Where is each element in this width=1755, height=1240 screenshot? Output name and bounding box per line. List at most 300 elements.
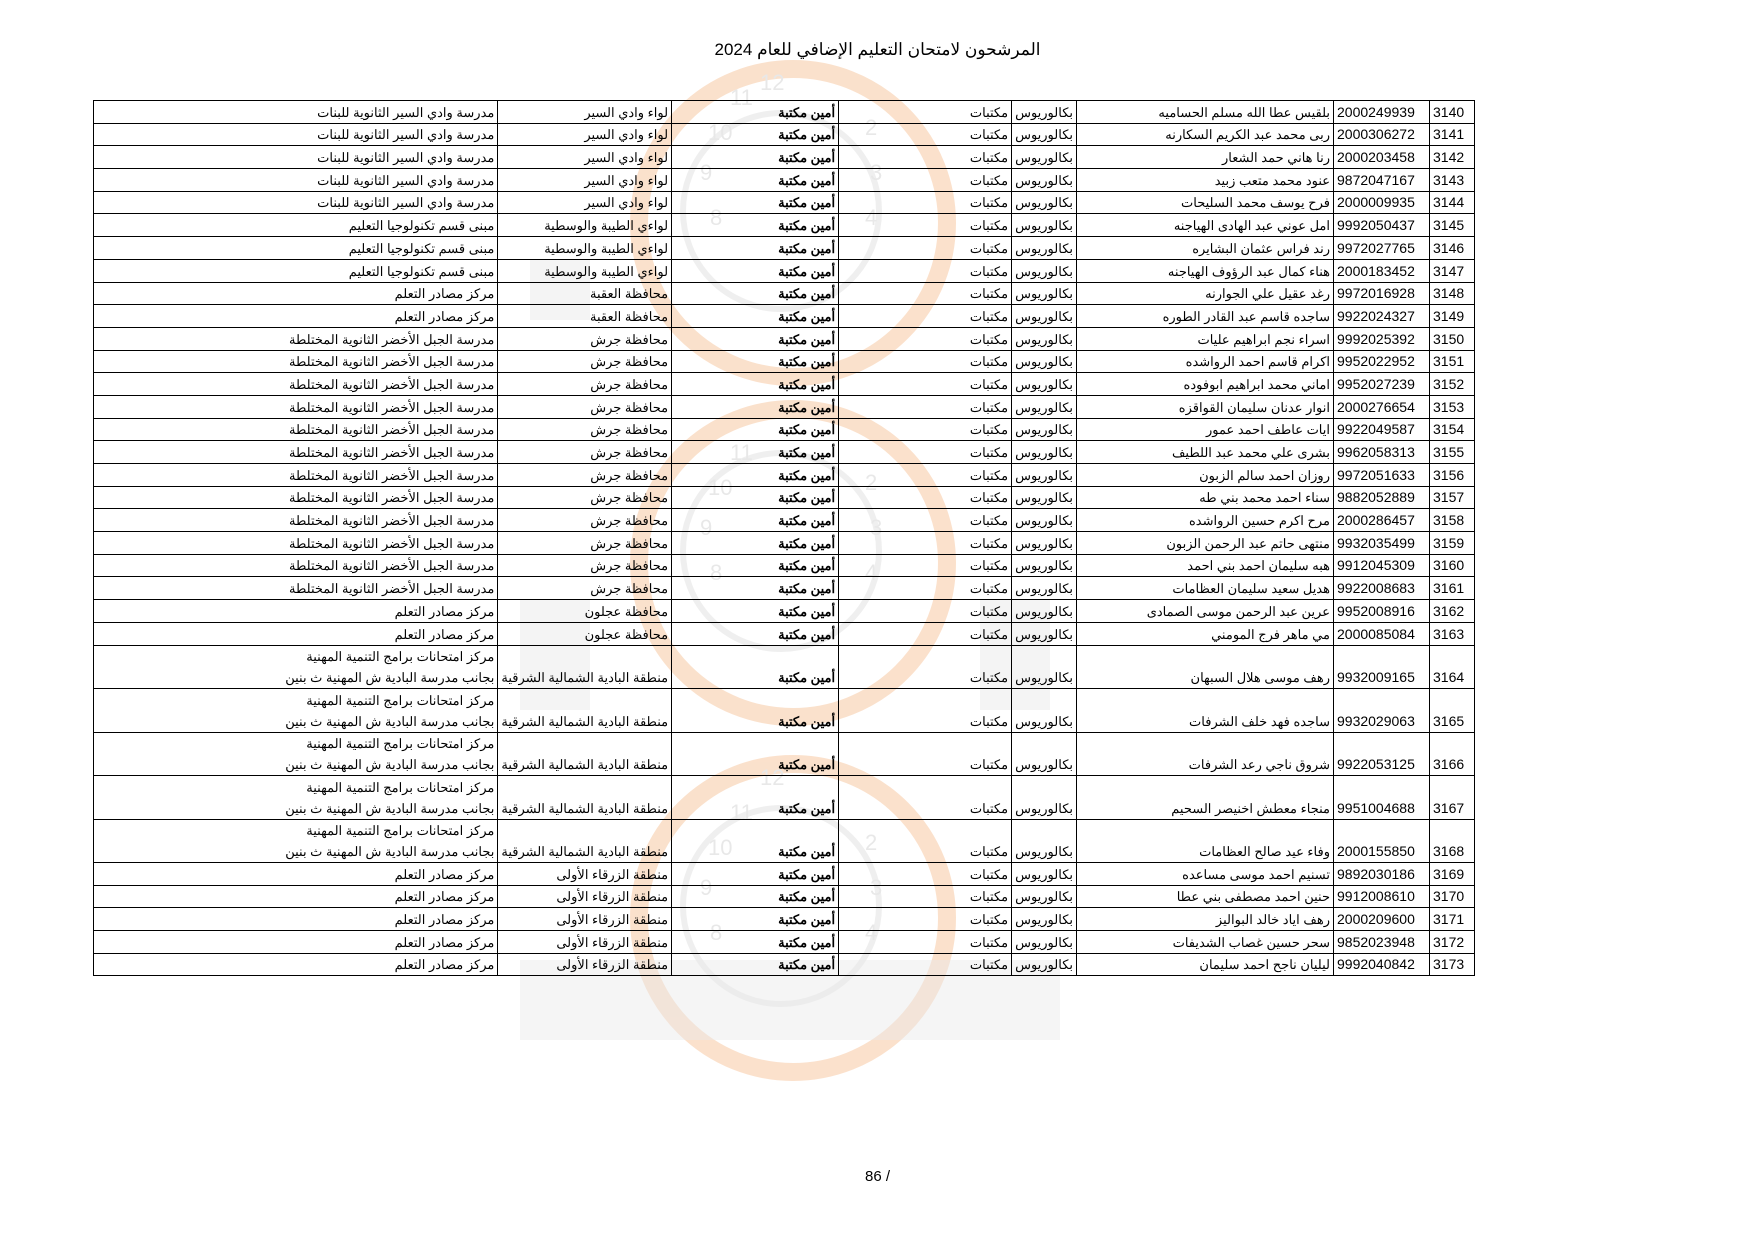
exam-center-cell: [94, 689, 498, 733]
region-cell: لواءي الطيبة والوسطية: [498, 259, 672, 282]
table-row: [94, 373, 1475, 396]
exam-center-line: مدرسة الجبل الأخضر الثانوية المختلطة: [289, 581, 495, 597]
table-row: [94, 600, 1475, 623]
region-cell: لواء وادي السير: [498, 146, 672, 169]
specialization-cell: مكتبات: [839, 373, 1012, 396]
degree-cell: بكالوريوس: [1012, 282, 1077, 305]
candidates-table: [93, 100, 1475, 976]
region-cell: محافظة جرش: [498, 554, 672, 577]
document-title: المرشحون لامتحان التعليم الإضافي للعام 2024: [714, 40, 1041, 59]
table-row: [94, 191, 1475, 214]
national-id-cell: 9992040842: [1334, 953, 1430, 976]
exam-center-line: مبنى قسم تكنولوجيا التعليم: [348, 263, 495, 279]
specialization-cell: مكتبات: [839, 577, 1012, 600]
exam-center-line: مركز مصادر التعلم: [394, 889, 495, 905]
exam-center-line: بجانب مدرسة البادية ش المهنية ث بنين: [285, 800, 495, 816]
national-id-cell: 9962058313: [1334, 441, 1430, 464]
name-cell: سناء احمد محمد بني طه: [1077, 486, 1334, 509]
name-cell: ليليان ناجح احمد سليمان: [1077, 953, 1334, 976]
table-row: [94, 441, 1475, 464]
national-id-cell: 9922053125: [1334, 732, 1430, 776]
exam-center-line: مركز مصادر التعلم: [394, 866, 495, 882]
exam-center-line: مدرسة الجبل الأخضر الثانوية المختلطة: [289, 376, 495, 392]
exam-center-line: مدرسة الجبل الأخضر الثانوية المختلطة: [289, 422, 495, 438]
national-id-cell: 9872047167: [1334, 169, 1430, 192]
region-cell: لواءي الطيبة والوسطية: [498, 237, 672, 260]
exam-center-line: بجانب مدرسة البادية ش المهنية ث بنين: [285, 844, 495, 859]
specialization-cell: مكتبات: [839, 885, 1012, 908]
job-title-cell: أمين مكتبة: [672, 577, 839, 600]
seq-cell: 3159: [1430, 532, 1475, 555]
name-cell: رهف اياد خالد البواليز: [1077, 908, 1334, 931]
specialization-cell: مكتبات: [839, 645, 1012, 689]
national-id-cell: 9951004688: [1334, 776, 1430, 820]
national-id-cell: 9932035499: [1334, 532, 1430, 555]
national-id-cell: 2000183452: [1334, 259, 1430, 282]
region-cell: محافظة جرش: [498, 532, 672, 555]
name-cell: رهف موسى هلال السبهان: [1077, 645, 1334, 689]
name-cell: عنود محمد متعب زبيد: [1077, 169, 1334, 192]
exam-center-cell: [94, 885, 498, 908]
table-row: [94, 863, 1475, 886]
table-row: [94, 464, 1475, 487]
degree-cell: بكالوريوس: [1012, 908, 1077, 931]
exam-center-cell: [94, 908, 498, 931]
national-id-cell: 9912008610: [1334, 885, 1430, 908]
seq-cell: 3152: [1430, 373, 1475, 396]
name-cell: اسراء نجم ابراهيم عليات: [1077, 327, 1334, 350]
page-number: 86 /: [864, 1168, 891, 1185]
name-cell: ساجده قاسم عبد القادر الطوره: [1077, 305, 1334, 328]
region-cell: محافظة جرش: [498, 373, 672, 396]
specialization-cell: مكتبات: [839, 327, 1012, 350]
national-id-cell: 2000306272: [1334, 123, 1430, 146]
table-row: [94, 259, 1475, 282]
seq-cell: 3162: [1430, 600, 1475, 623]
degree-cell: بكالوريوس: [1012, 486, 1077, 509]
name-cell: هبه سليمان احمد بني احمد: [1077, 554, 1334, 577]
national-id-cell: 9972016928: [1334, 282, 1430, 305]
name-cell: سحر حسين غصاب الشديفات: [1077, 931, 1334, 954]
job-title-cell: أمين مكتبة: [672, 418, 839, 441]
seq-cell: 3168: [1430, 819, 1475, 863]
exam-center-cell: [94, 395, 498, 418]
specialization-cell: مكتبات: [839, 464, 1012, 487]
job-title-cell: أمين مكتبة: [672, 282, 839, 305]
national-id-cell: 9972027765: [1334, 237, 1430, 260]
exam-center-cell: [94, 931, 498, 954]
seq-cell: 3166: [1430, 732, 1475, 776]
table-row: [94, 554, 1475, 577]
region-cell: منطقة الزرقاء الأولى: [498, 931, 672, 954]
seq-cell: 3157: [1430, 486, 1475, 509]
seq-cell: 3172: [1430, 931, 1475, 954]
specialization-cell: مكتبات: [839, 441, 1012, 464]
table-row: [94, 908, 1475, 931]
region-cell: لواء وادي السير: [498, 101, 672, 124]
exam-center-cell: [94, 863, 498, 886]
exam-center-cell: [94, 214, 498, 237]
degree-cell: بكالوريوس: [1012, 554, 1077, 577]
exam-center-cell: [94, 305, 498, 328]
seq-cell: 3141: [1430, 123, 1475, 146]
name-cell: ربى محمد عبد الكريم السكارنه: [1077, 123, 1334, 146]
exam-center-cell: [94, 237, 498, 260]
specialization-cell: مكتبات: [839, 931, 1012, 954]
name-cell: اماني محمد ابراهيم ابوفوده: [1077, 373, 1334, 396]
national-id-cell: 9852023948: [1334, 931, 1430, 954]
table-row: [94, 327, 1475, 350]
seq-cell: 3147: [1430, 259, 1475, 282]
name-cell: تسنيم احمد موسى مساعده: [1077, 863, 1334, 886]
region-cell: لواء وادي السير: [498, 191, 672, 214]
region-cell: محافظة جرش: [498, 418, 672, 441]
seq-cell: 3158: [1430, 509, 1475, 532]
region-cell: منطقة البادية الشمالية الشرقية: [498, 776, 672, 820]
specialization-cell: مكتبات: [839, 908, 1012, 931]
specialization-cell: مكتبات: [839, 554, 1012, 577]
national-id-cell: 9952022952: [1334, 350, 1430, 373]
job-title-cell: أمين مكتبة: [672, 953, 839, 976]
exam-center-line: مركز مصادر التعلم: [394, 912, 495, 928]
seq-cell: 3173: [1430, 953, 1475, 976]
exam-center-cell: [94, 169, 498, 192]
name-cell: عرين عبد الرحمن موسى الصمادى: [1077, 600, 1334, 623]
table-row: [94, 931, 1475, 954]
degree-cell: بكالوريوس: [1012, 689, 1077, 733]
watermark-clock-top: 12 11 10 9 8 2 3 4: [520, 60, 1090, 360]
name-cell: شروق ناجي رعد الشرفات: [1077, 732, 1334, 776]
exam-center-cell: [94, 732, 498, 776]
name-cell: اكرام قاسم احمد الرواشده: [1077, 350, 1334, 373]
name-cell: مرح اكرم حسين الرواشده: [1077, 509, 1334, 532]
name-cell: رنا هاني حمد الشعار: [1077, 146, 1334, 169]
exam-center-cell: [94, 486, 498, 509]
name-cell: منجاء معطش اخنيصر السحيم: [1077, 776, 1334, 820]
specialization-cell: مكتبات: [839, 214, 1012, 237]
degree-cell: بكالوريوس: [1012, 214, 1077, 237]
exam-center-line: مركز مصادر التعلم: [394, 934, 495, 950]
degree-cell: بكالوريوس: [1012, 169, 1077, 192]
specialization-cell: مكتبات: [839, 282, 1012, 305]
seq-cell: 3149: [1430, 305, 1475, 328]
name-cell: وفاء عيد صالح العظامات: [1077, 819, 1334, 863]
exam-center-line: مدرسة وادي السير الثانوية للبنات: [317, 104, 495, 120]
national-id-cell: 2000203458: [1334, 146, 1430, 169]
degree-cell: بكالوريوس: [1012, 732, 1077, 776]
job-title-cell: أمين مكتبة: [672, 464, 839, 487]
exam-center-cell: [94, 622, 498, 645]
exam-center-line: مدرسة الجبل الأخضر الثانوية المختلطة: [289, 490, 495, 506]
name-cell: بلقيس عطا الله مسلم الحساميه: [1077, 101, 1334, 124]
name-cell: امل عوني عبد الهادى الهياجنه: [1077, 214, 1334, 237]
exam-center-line: مركز مصادر التعلم: [394, 603, 495, 619]
exam-center-cell: [94, 373, 498, 396]
region-cell: محافظة جرش: [498, 577, 672, 600]
seq-cell: 3153: [1430, 395, 1475, 418]
national-id-cell: 9952027239: [1334, 373, 1430, 396]
exam-center-line: مركز مصادر التعلم: [394, 957, 495, 973]
exam-center-line: مركز امتحانات برامج التنمية المهنية: [306, 779, 495, 795]
region-cell: محافظة جرش: [498, 350, 672, 373]
degree-cell: بكالوريوس: [1012, 885, 1077, 908]
exam-center-line: مدرسة الجبل الأخضر الثانوية المختلطة: [289, 513, 495, 529]
exam-center-line: مدرسة الجبل الأخضر الثانوية المختلطة: [289, 399, 495, 415]
exam-center-line: مبنى قسم تكنولوجيا التعليم: [348, 240, 495, 256]
job-title-cell: أمين مكتبة: [672, 819, 839, 863]
exam-center-cell: [94, 327, 498, 350]
degree-cell: بكالوريوس: [1012, 418, 1077, 441]
specialization-cell: مكتبات: [839, 259, 1012, 282]
job-title-cell: أمين مكتبة: [672, 532, 839, 555]
specialization-cell: مكتبات: [839, 146, 1012, 169]
exam-center-line: مدرسة الجبل الأخضر الثانوية المختلطة: [289, 535, 495, 551]
table-row: [94, 146, 1475, 169]
exam-center-cell: [94, 350, 498, 373]
specialization-cell: مكتبات: [839, 101, 1012, 124]
exam-center-cell: [94, 123, 498, 146]
region-cell: محافظة جرش: [498, 509, 672, 532]
exam-center-line: مركز امتحانات برامج التنمية المهنية: [306, 692, 495, 708]
exam-center-cell: [94, 259, 498, 282]
region-cell: منطقة الزرقاء الأولى: [498, 908, 672, 931]
specialization-cell: مكتبات: [839, 169, 1012, 192]
seq-cell: 3148: [1430, 282, 1475, 305]
name-cell: بشرى علي محمد عبد اللطيف: [1077, 441, 1334, 464]
region-cell: محافظة عجلون: [498, 622, 672, 645]
national-id-cell: 2000009935: [1334, 191, 1430, 214]
exam-center-line: مركز امتحانات برامج التنمية المهنية: [306, 823, 495, 838]
name-cell: هناء كمال عبد الرؤوف الهياجنه: [1077, 259, 1334, 282]
region-cell: محافظة العقبة: [498, 282, 672, 305]
seq-cell: 3161: [1430, 577, 1475, 600]
exam-center-cell: [94, 282, 498, 305]
seq-cell: 3142: [1430, 146, 1475, 169]
degree-cell: بكالوريوس: [1012, 259, 1077, 282]
seq-cell: 3164: [1430, 645, 1475, 689]
seq-cell: 3151: [1430, 350, 1475, 373]
degree-cell: بكالوريوس: [1012, 350, 1077, 373]
table-row: [94, 885, 1475, 908]
region-cell: لواء وادي السير: [498, 123, 672, 146]
job-title-cell: أمين مكتبة: [672, 305, 839, 328]
job-title-cell: أمين مكتبة: [672, 600, 839, 623]
degree-cell: بكالوريوس: [1012, 622, 1077, 645]
table-row: [94, 101, 1475, 124]
region-cell: منطقة الزرقاء الأولى: [498, 863, 672, 886]
degree-cell: بكالوريوس: [1012, 395, 1077, 418]
seq-cell: 3155: [1430, 441, 1475, 464]
job-title-cell: أمين مكتبة: [672, 327, 839, 350]
degree-cell: بكالوريوس: [1012, 191, 1077, 214]
degree-cell: بكالوريوس: [1012, 863, 1077, 886]
national-id-cell: 9932009165: [1334, 645, 1430, 689]
specialization-cell: مكتبات: [839, 191, 1012, 214]
national-id-cell: 2000249939: [1334, 101, 1430, 124]
region-cell: منطقة البادية الشمالية الشرقية: [498, 819, 672, 863]
national-id-cell: 9932029063: [1334, 689, 1430, 733]
specialization-cell: مكتبات: [839, 418, 1012, 441]
job-title-cell: أمين مكتبة: [672, 441, 839, 464]
table-row: [94, 305, 1475, 328]
region-cell: منطقة الزرقاء الأولى: [498, 953, 672, 976]
exam-center-line: مركز مصادر التعلم: [394, 308, 495, 324]
degree-cell: بكالوريوس: [1012, 776, 1077, 820]
exam-center-cell: [94, 532, 498, 555]
specialization-cell: مكتبات: [839, 509, 1012, 532]
job-title-cell: أمين مكتبة: [672, 146, 839, 169]
degree-cell: بكالوريوس: [1012, 819, 1077, 863]
exam-center-line: بجانب مدرسة البادية ش المهنية ث بنين: [285, 757, 495, 772]
exam-center-line: مدرسة وادي السير الثانوية للبنات: [317, 172, 495, 188]
exam-center-line: مدرسة الجبل الأخضر الثانوية المختلطة: [289, 445, 495, 460]
exam-center-cell: [94, 509, 498, 532]
table-row: [94, 395, 1475, 418]
seq-cell: 3150: [1430, 327, 1475, 350]
degree-cell: بكالوريوس: [1012, 577, 1077, 600]
specialization-cell: مكتبات: [839, 819, 1012, 863]
name-cell: رند فراس عثمان البشايره: [1077, 237, 1334, 260]
job-title-cell: أمين مكتبة: [672, 395, 839, 418]
table-row: [94, 689, 1475, 733]
exam-center-cell: [94, 554, 498, 577]
degree-cell: بكالوريوس: [1012, 509, 1077, 532]
table-row: [94, 509, 1475, 532]
job-title-cell: أمين مكتبة: [672, 191, 839, 214]
degree-cell: بكالوريوس: [1012, 441, 1077, 464]
national-id-cell: 9922008683: [1334, 577, 1430, 600]
table-row: [94, 776, 1475, 820]
degree-cell: بكالوريوس: [1012, 464, 1077, 487]
degree-cell: بكالوريوس: [1012, 146, 1077, 169]
job-title-cell: أمين مكتبة: [672, 645, 839, 689]
specialization-cell: مكتبات: [839, 863, 1012, 886]
job-title-cell: أمين مكتبة: [672, 863, 839, 886]
exam-center-line: مدرسة الجبل الأخضر الثانوية المختلطة: [289, 467, 495, 483]
specialization-cell: مكتبات: [839, 953, 1012, 976]
national-id-cell: 9922049587: [1334, 418, 1430, 441]
degree-cell: بكالوريوس: [1012, 123, 1077, 146]
table-row: [94, 645, 1475, 689]
specialization-cell: مكتبات: [839, 732, 1012, 776]
national-id-cell: 9952008916: [1334, 600, 1430, 623]
exam-center-cell: [94, 146, 498, 169]
seq-cell: 3163: [1430, 622, 1475, 645]
seq-cell: 3146: [1430, 237, 1475, 260]
seq-cell: 3143: [1430, 169, 1475, 192]
job-title-cell: أمين مكتبة: [672, 214, 839, 237]
seq-cell: 3144: [1430, 191, 1475, 214]
region-cell: محافظة جرش: [498, 327, 672, 350]
job-title-cell: أمين مكتبة: [672, 123, 839, 146]
degree-cell: بكالوريوس: [1012, 953, 1077, 976]
exam-center-line: مدرسة الجبل الأخضر الثانوية المختلطة: [289, 354, 495, 370]
specialization-cell: مكتبات: [839, 305, 1012, 328]
job-title-cell: أمين مكتبة: [672, 885, 839, 908]
table-row: [94, 577, 1475, 600]
exam-center-line: مدرسة وادي السير الثانوية للبنات: [317, 150, 495, 166]
degree-cell: بكالوريوس: [1012, 327, 1077, 350]
job-title-cell: أمين مكتبة: [672, 169, 839, 192]
job-title-cell: أمين مكتبة: [672, 101, 839, 124]
exam-center-line: مركز مصادر التعلم: [394, 286, 495, 302]
specialization-cell: مكتبات: [839, 776, 1012, 820]
region-cell: محافظة العقبة: [498, 305, 672, 328]
degree-cell: بكالوريوس: [1012, 931, 1077, 954]
job-title-cell: أمين مكتبة: [672, 259, 839, 282]
exam-center-line: بجانب مدرسة البادية ش المهنية ث بنين: [285, 713, 495, 729]
degree-cell: بكالوريوس: [1012, 645, 1077, 689]
seq-cell: 3170: [1430, 885, 1475, 908]
national-id-cell: 9892030186: [1334, 863, 1430, 886]
national-id-cell: 9992025392: [1334, 327, 1430, 350]
specialization-cell: مكتبات: [839, 123, 1012, 146]
table-row: [94, 953, 1475, 976]
table-row: [94, 819, 1475, 863]
national-id-cell: 2000209600: [1334, 908, 1430, 931]
exam-center-cell: [94, 645, 498, 689]
job-title-cell: أمين مكتبة: [672, 554, 839, 577]
specialization-cell: مكتبات: [839, 689, 1012, 733]
table-row: [94, 350, 1475, 373]
seq-cell: 3171: [1430, 908, 1475, 931]
exam-center-cell: [94, 441, 498, 464]
degree-cell: بكالوريوس: [1012, 101, 1077, 124]
seq-cell: 3145: [1430, 214, 1475, 237]
exam-center-line: مركز امتحانات برامج التنمية المهنية: [306, 736, 495, 751]
table-row: [94, 123, 1475, 146]
name-cell: ساجده فهد خلف الشرفات: [1077, 689, 1334, 733]
region-cell: منطقة البادية الشمالية الشرقية: [498, 689, 672, 733]
degree-cell: بكالوريوس: [1012, 373, 1077, 396]
national-id-cell: 2000155850: [1334, 819, 1430, 863]
specialization-cell: مكتبات: [839, 395, 1012, 418]
table-row: [94, 532, 1475, 555]
watermark-clock-middle: 11 10 9 8 2 3 4: [520, 400, 1090, 700]
exam-center-cell: [94, 577, 498, 600]
region-cell: محافظة جرش: [498, 464, 672, 487]
specialization-cell: مكتبات: [839, 237, 1012, 260]
region-cell: لواءي الطيبة والوسطية: [498, 214, 672, 237]
seq-cell: 3169: [1430, 863, 1475, 886]
exam-center-cell: [94, 819, 498, 863]
exam-center-line: بجانب مدرسة البادية ش المهنية ث بنين: [285, 670, 495, 685]
national-id-cell: 2000276654: [1334, 395, 1430, 418]
job-title-cell: أمين مكتبة: [672, 509, 839, 532]
seq-cell: 3156: [1430, 464, 1475, 487]
exam-center-line: مبنى قسم تكنولوجيا التعليم: [348, 218, 495, 234]
table-row: [94, 486, 1475, 509]
specialization-cell: مكتبات: [839, 350, 1012, 373]
region-cell: محافظة جرش: [498, 486, 672, 509]
job-title-cell: أمين مكتبة: [672, 486, 839, 509]
region-cell: منطقة الزرقاء الأولى: [498, 885, 672, 908]
exam-center-cell: [94, 418, 498, 441]
table-row: [94, 282, 1475, 305]
table-row: [94, 622, 1475, 645]
job-title-cell: أمين مكتبة: [672, 776, 839, 820]
seq-cell: 3160: [1430, 554, 1475, 577]
table-row: [94, 169, 1475, 192]
name-cell: فرح يوسف محمد السليحات: [1077, 191, 1334, 214]
national-id-cell: 9912045309: [1334, 554, 1430, 577]
name-cell: ايات عاطف احمد عمور: [1077, 418, 1334, 441]
region-cell: محافظة عجلون: [498, 600, 672, 623]
table-row: [94, 237, 1475, 260]
seq-cell: 3167: [1430, 776, 1475, 820]
specialization-cell: مكتبات: [839, 486, 1012, 509]
exam-center-cell: [94, 776, 498, 820]
